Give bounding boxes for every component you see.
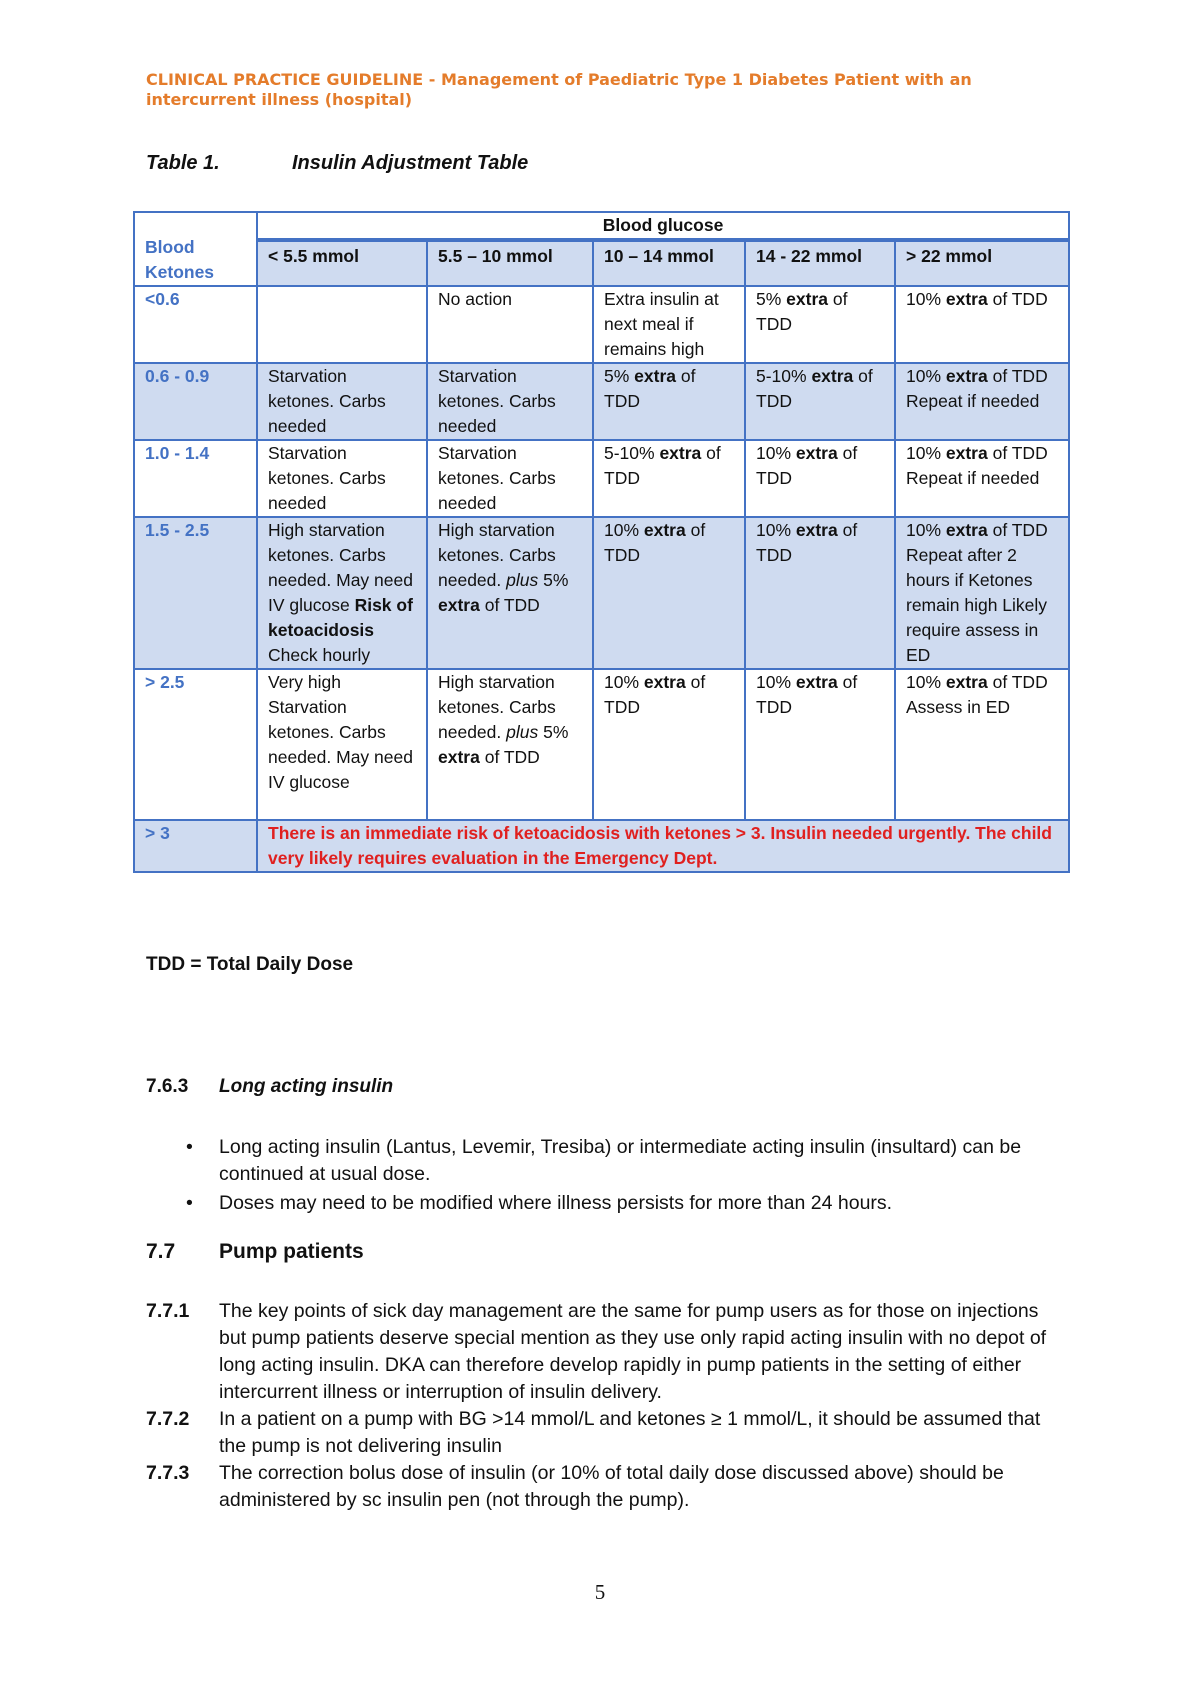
list-item (146, 1190, 1066, 1217)
table-cell: 10% extra of TDD (745, 440, 895, 517)
document-header (146, 70, 1046, 110)
table-cell: 5-10% extra of TDD (593, 440, 745, 517)
table-cell: Extra insulin at next meal if remains high (593, 286, 745, 363)
range-header: < 5.5 mmol (257, 240, 427, 286)
table-cell: 10% extra of TDD (593, 517, 745, 669)
table-cell: 5% extra of TDD (593, 363, 745, 440)
table-cell: 10% extra of TDD (745, 669, 895, 820)
table-row (134, 517, 1069, 669)
table-cell: Very high Starvation ketones. Carbs needed. May need IV glucose (257, 669, 427, 820)
table-row (134, 669, 1069, 820)
section-number: 7.6.3 (146, 1076, 189, 1097)
section-heading-7-7 (146, 1240, 364, 1264)
section-title: Pump patients (219, 1240, 364, 1263)
paragraph-number: 7.7.2 (146, 1408, 190, 1430)
bullet-icon: • (186, 1192, 193, 1214)
table-number: Table 1. (146, 152, 220, 174)
table-row (134, 286, 1069, 363)
table-title: Insulin Adjustment Table (292, 152, 529, 174)
urgent-warning: There is an immediate risk of ketoacidosis with ketones > 3. Insulin needed urgently. The child very likely requires evaluation in the Emergency Dept. (257, 820, 1069, 872)
table-cell: No action (427, 286, 593, 363)
table-cell: 10% extra of TDD (745, 517, 895, 669)
ketone-level: > 2.5 (134, 669, 257, 820)
table-row (134, 440, 1069, 517)
numbered-paragraphs (146, 1298, 1066, 1514)
table-cell: Starvation ketones. Carbs needed (427, 440, 593, 517)
table-cell: 10% extra of TDD (593, 669, 745, 820)
table-cell: Starvation ketones. Carbs needed (257, 363, 427, 440)
table-cell: High starvation ketones. Carbs needed. plus 5% extra of TDD (427, 517, 593, 669)
paragraph-text: The key points of sick day management are the same for pump users as for those on injections but pump patients deserve special mention as they use only rapid acting insulin with no depot of long acting insulin. DKA can therefore develop rapidly in pump patients in the setting of either intercurrent illness or interruption of insulin delivery. (219, 1300, 1047, 1403)
tdd-definition: TDD = Total Daily Dose (146, 954, 354, 975)
header-line-2: intercurrent illness (hospital) (146, 90, 413, 109)
section-title: Long acting insulin (219, 1076, 394, 1097)
paragraph (146, 1406, 1066, 1460)
bullet-icon: • (186, 1136, 193, 1158)
range-header: 5.5 – 10 mmol (427, 240, 593, 286)
ketone-level: > 3 (134, 820, 257, 872)
paragraph (146, 1298, 1066, 1406)
table-row-urgent (134, 820, 1069, 872)
paragraph-number: 7.7.3 (146, 1462, 190, 1484)
row-header-blood-ketones: Blood Ketones (134, 212, 257, 286)
table-row (134, 363, 1069, 440)
group-header-blood-glucose: Blood glucose (257, 212, 1069, 240)
insulin-adjustment-table (133, 211, 1070, 873)
table-cell: High starvation ketones. Carbs needed. May need IV glucose Risk of ketoacidosis Check hourly (257, 517, 427, 669)
ketone-level: 1.0 - 1.4 (134, 440, 257, 517)
table-cell: 10% extra of TDD Repeat after 2 hours if Ketones remain high Likely require assess in ED (895, 517, 1069, 669)
table-caption (146, 152, 528, 175)
ketone-level: 1.5 - 2.5 (134, 517, 257, 669)
table-cell: 5-10% extra of TDD (745, 363, 895, 440)
table-cell: High starvation ketones. Carbs needed. plus 5% extra of TDD (427, 669, 593, 820)
table-cell: 10% extra of TDD (895, 286, 1069, 363)
list-item-text: Doses may need to be modified where illness persists for more than 24 hours. (219, 1192, 893, 1214)
bullet-list (146, 1134, 1066, 1219)
paragraph-text: In a patient on a pump with BG >14 mmol/L and ketones ≥ 1 mmol/L, it should be assumed that the pump is not delivering insulin (219, 1408, 1041, 1457)
header-line-1: CLINICAL PRACTICE GUIDELINE - Management of Paediatric Type 1 Diabetes Patient with an (146, 70, 972, 89)
paragraph-number: 7.7.1 (146, 1300, 190, 1322)
page-number: 5 (594, 1580, 606, 1604)
ketone-level: 0.6 - 0.9 (134, 363, 257, 440)
table-cell: Starvation ketones. Carbs needed (257, 440, 427, 517)
section-heading-7-6-3 (146, 1076, 393, 1098)
table-cell: 5% extra of TDD (745, 286, 895, 363)
table-cell: Starvation ketones. Carbs needed (427, 363, 593, 440)
range-header: 10 – 14 mmol (593, 240, 745, 286)
table-cell: 10% extra of TDD Repeat if needed (895, 363, 1069, 440)
paragraph (146, 1460, 1066, 1514)
paragraph-text: The correction bolus dose of insulin (or 10% of total daily dose discussed above) should be administered by sc insulin pen (not through the pump). (219, 1462, 1004, 1511)
list-item-text: Long acting insulin (Lantus, Levemir, Tresiba) or intermediate acting insulin (insultard) can be continued at usual dose. (219, 1136, 1022, 1185)
section-number: 7.7 (146, 1240, 176, 1263)
table-cell: 10% extra of TDD Repeat if needed (895, 440, 1069, 517)
table-cell: 10% extra of TDD Assess in ED (895, 669, 1069, 820)
list-item (146, 1134, 1066, 1188)
range-header: 14 - 22 mmol (745, 240, 895, 286)
range-header: > 22 mmol (895, 240, 1069, 286)
ketone-level: <0.6 (134, 286, 257, 363)
table-cell (257, 286, 427, 363)
